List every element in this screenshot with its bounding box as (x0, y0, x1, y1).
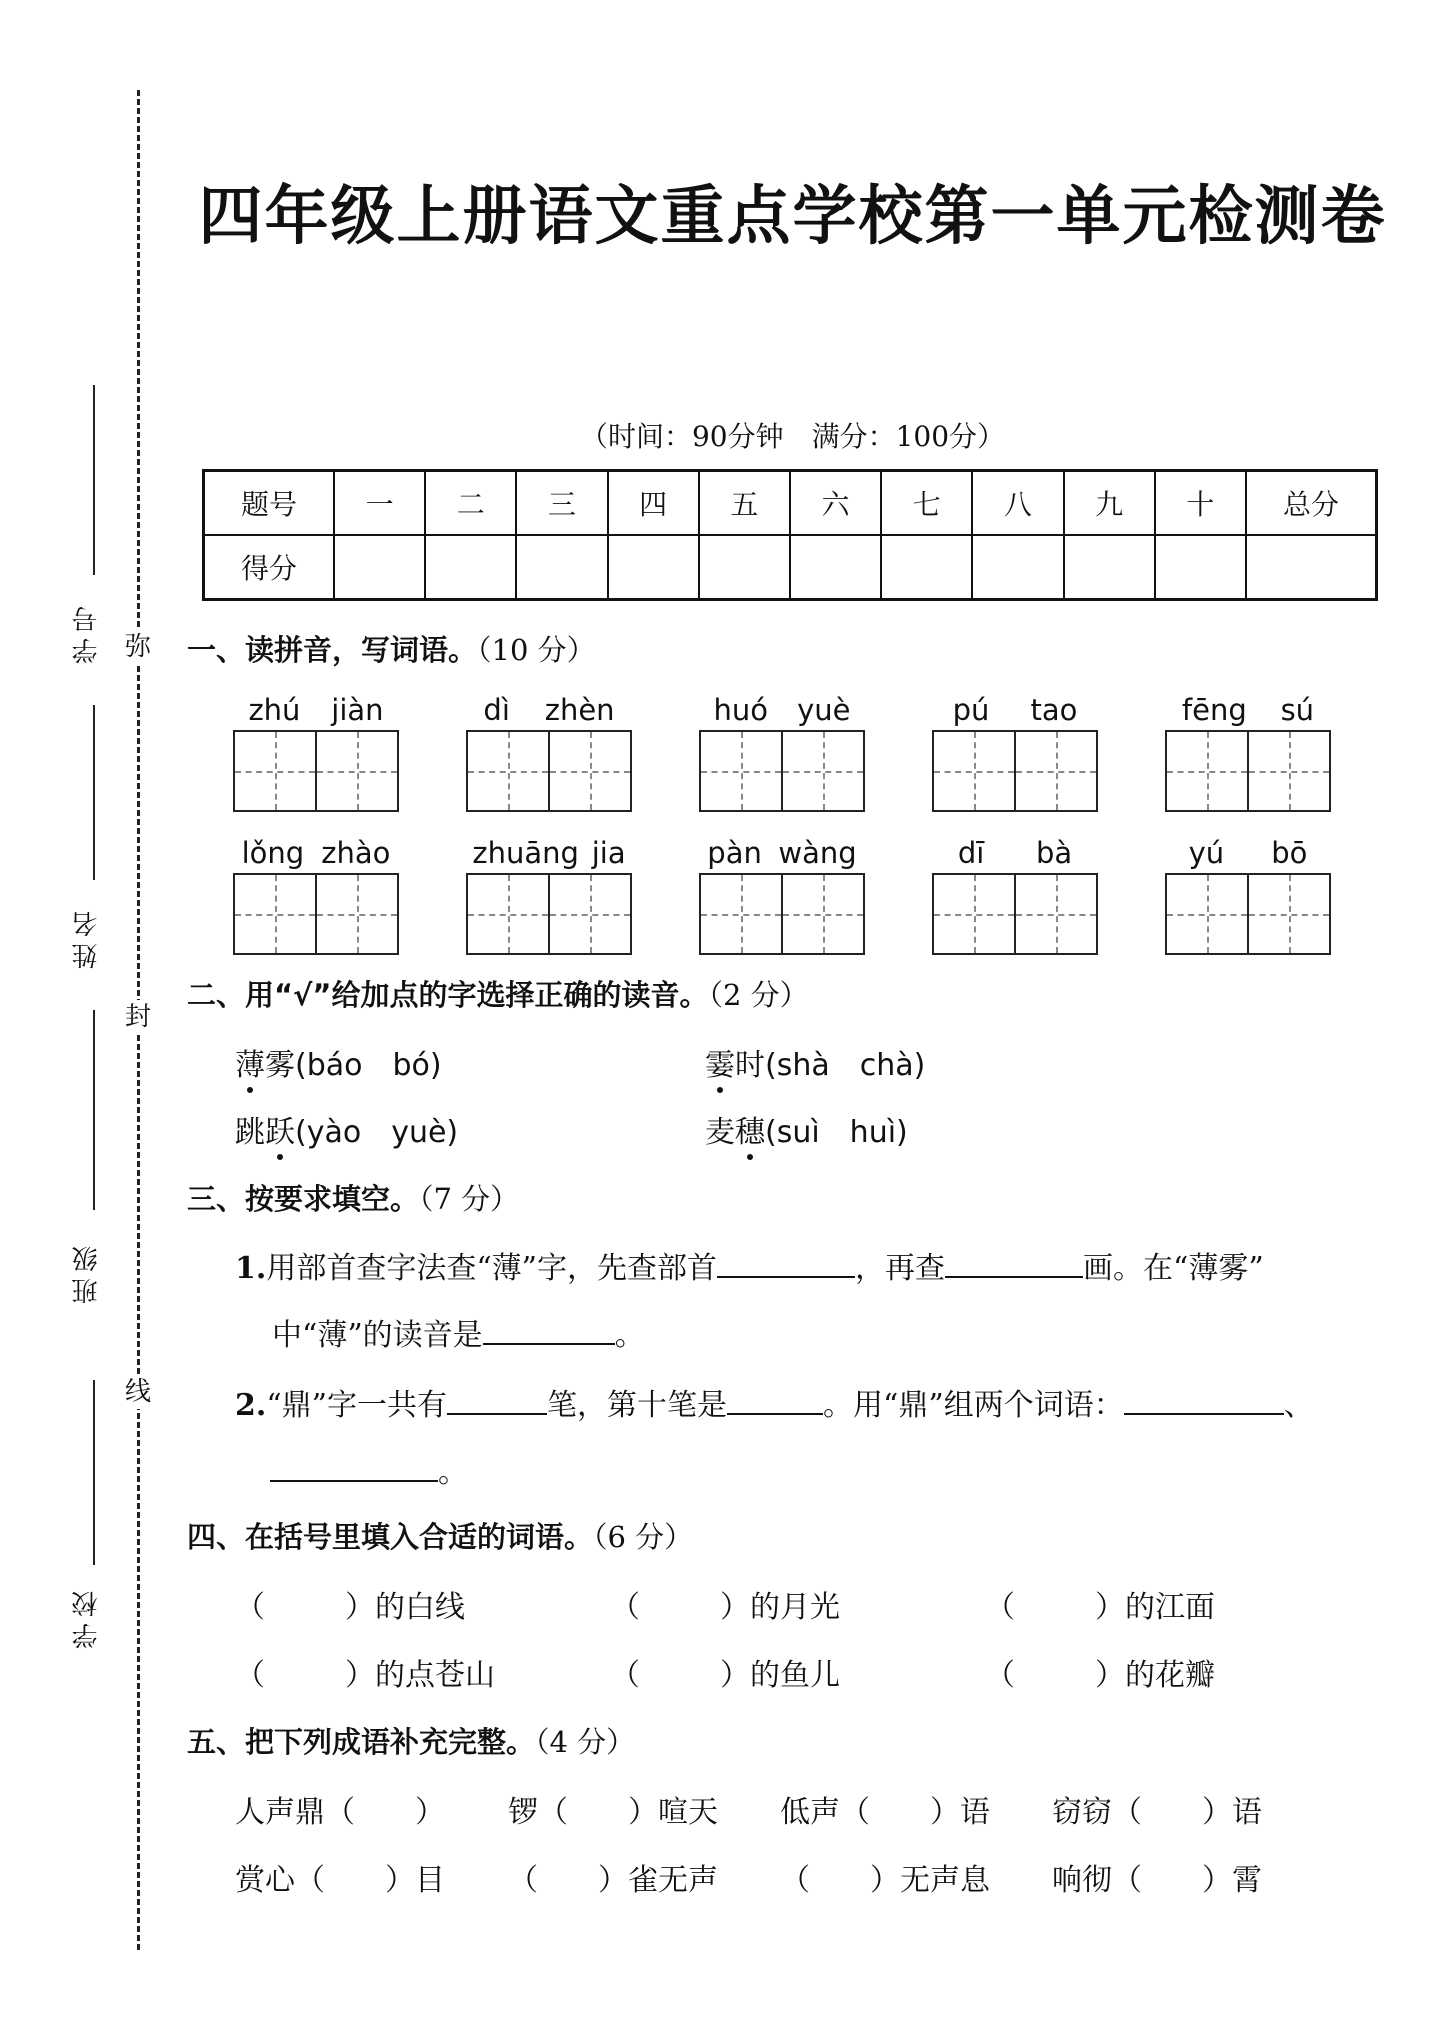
fill-phrase-item[interactable] (610, 1582, 840, 1626)
word-first: 麦 (705, 1115, 735, 1150)
pinyin-item (466, 833, 632, 955)
pinyin-item (233, 833, 399, 955)
pinyin-item (932, 833, 1098, 955)
fill-phrase-item[interactable] (985, 1582, 1215, 1626)
score-cell[interactable] (608, 535, 699, 600)
reading-options: (shà chà) (765, 1048, 926, 1083)
question-number: 1. (235, 1251, 267, 1286)
row-label: 得分 (204, 535, 335, 600)
writing-grid[interactable] (1165, 873, 1331, 955)
pinyin-item (699, 833, 865, 955)
writing-grid[interactable] (1165, 730, 1331, 812)
question-3-2-line-2 (270, 1447, 468, 1491)
dotted-char: 跃 (265, 1107, 295, 1151)
header-cell: 九 (1064, 471, 1155, 536)
section-2-heading (187, 973, 809, 1014)
word-rest: 时 (735, 1048, 765, 1083)
pinyin-syllable: sú (1280, 693, 1315, 727)
reading-options: (yào yuè) (295, 1115, 459, 1150)
open-paren: （ (235, 1658, 265, 1693)
pinyin-syllable: bà (1035, 836, 1073, 870)
score-cell[interactable] (1246, 535, 1377, 600)
fill-phrase-item[interactable] (235, 1582, 465, 1626)
section-4-title: 四、在括号里填入合适的词语。 (187, 1520, 594, 1554)
pinyin-item (1165, 833, 1331, 955)
field-label-class: 班级 (72, 1240, 102, 1304)
writing-grid[interactable] (466, 730, 632, 812)
pinyin-syllable: bō (1271, 836, 1308, 870)
section-5-points: （4 分） (535, 1725, 636, 1759)
section-3-points: （7 分） (419, 1182, 520, 1216)
field-label-student-id: 学号 (72, 600, 102, 664)
section-1-points: （10 分） (477, 633, 596, 667)
dotted-char: 薄 (235, 1040, 265, 1084)
score-cell[interactable] (334, 535, 425, 600)
reading-choice-item[interactable] (235, 1107, 458, 1151)
answer-blank[interactable] (270, 1450, 438, 1482)
pinyin-syllable: huó (713, 693, 769, 727)
pinyin-item (466, 690, 632, 812)
reading-options: (báo bó) (295, 1048, 442, 1083)
section-2-title: 二、用“√”给加点的字选择正确的读音。 (187, 978, 709, 1012)
question-text: “鼎”字一共有 (266, 1388, 448, 1423)
fill-phrase-item[interactable] (985, 1650, 1215, 1694)
exam-info: （时间：90分钟 满分：100分） (579, 420, 1006, 453)
header-cell: 七 (881, 471, 972, 536)
idiom-item[interactable]: 低声（ ）语 (780, 1795, 990, 1830)
section-3-title: 三、按要求填空。 (187, 1182, 420, 1216)
idiom-item[interactable]: 人声鼎（ ） (235, 1795, 445, 1830)
pinyin-syllable: dī (957, 836, 985, 870)
pinyin-syllable: pàn (707, 836, 762, 870)
word-rest: 雾 (265, 1048, 295, 1083)
open-paren: （ (235, 1590, 265, 1625)
reading-choice-item[interactable] (705, 1040, 925, 1084)
question-text: 。 (614, 1318, 645, 1353)
pinyin-syllable: jia (591, 836, 626, 870)
score-cell[interactable] (1064, 535, 1155, 600)
seal-char-mi: 弥 (125, 632, 152, 662)
question-text: 笔，第十笔是 (547, 1388, 728, 1423)
header-cell: 六 (790, 471, 881, 536)
pinyin-syllable: zhú (248, 693, 301, 727)
field-label-name: 姓名 (72, 905, 102, 969)
section-3-heading (187, 1177, 519, 1218)
section-4-points: （6 分） (593, 1520, 694, 1554)
idiom-item[interactable]: 锣（ ）喧天 (508, 1795, 718, 1830)
score-cell[interactable] (699, 535, 790, 600)
pinyin-syllable: wàng (778, 836, 857, 870)
idiom-item[interactable]: 窃窃（ ）语 (1052, 1795, 1262, 1830)
header-cell: 五 (699, 471, 790, 536)
writing-grid[interactable] (699, 730, 865, 812)
reading-choice-item[interactable] (235, 1040, 442, 1084)
section-1-heading (187, 628, 596, 669)
reading-options: (suì huì) (765, 1115, 908, 1150)
field-line-student-id[interactable] (93, 385, 95, 575)
pinyin-syllable: yuè (797, 693, 851, 727)
writing-grid[interactable] (932, 730, 1098, 812)
question-text: 画。在“薄雾” (1083, 1251, 1264, 1286)
open-paren: （ (985, 1590, 1015, 1625)
question-3-1-line-1 (235, 1243, 1264, 1287)
answer-blank[interactable] (727, 1383, 823, 1415)
header-cell: 总分 (1246, 471, 1377, 536)
fill-phrase-item[interactable] (235, 1650, 495, 1694)
reading-choice-item[interactable] (705, 1107, 908, 1151)
seal-char-feng: 封 (125, 1002, 152, 1032)
field-label-school: 学校 (72, 1585, 102, 1649)
writing-grid[interactable] (466, 873, 632, 955)
answer-blank[interactable] (945, 1246, 1083, 1278)
pinyin-item (932, 690, 1098, 812)
word-first: 跳 (235, 1115, 265, 1150)
score-cell[interactable] (516, 535, 607, 600)
header-cell: 二 (425, 471, 516, 536)
question-text: 中“薄”的读音是 (272, 1318, 483, 1353)
answer-blank[interactable] (483, 1313, 615, 1345)
field-line-school[interactable] (93, 1380, 95, 1565)
question-text: 、 (1283, 1388, 1314, 1423)
writing-grid[interactable] (233, 873, 399, 955)
pinyin-syllable: fēng (1181, 693, 1247, 727)
pinyin-item (1165, 690, 1331, 812)
header-cell: 一 (334, 471, 425, 536)
fill-phrase-item[interactable] (610, 1650, 840, 1694)
question-text: 。 (438, 1455, 468, 1490)
writing-grid[interactable] (233, 730, 399, 812)
open-paren: （ (610, 1658, 640, 1693)
pinyin-syllable: zhào (321, 836, 391, 870)
writing-grid[interactable] (932, 873, 1098, 955)
question-text: 。用“鼎”组两个词语： (823, 1388, 1124, 1423)
score-cell[interactable] (790, 535, 881, 600)
pinyin-item (233, 690, 399, 812)
idiom-item[interactable]: 赏心（ ）目 (235, 1863, 445, 1898)
score-table-score-row (204, 535, 1377, 600)
question-text: ，再查 (855, 1251, 946, 1286)
pinyin-item (699, 690, 865, 812)
score-cell[interactable] (881, 535, 972, 600)
header-cell: 十 (1155, 471, 1246, 536)
section-2-points: （2 分） (708, 978, 809, 1012)
section-5-heading (187, 1720, 635, 1761)
open-paren: （ (985, 1658, 1015, 1693)
score-cell[interactable] (1155, 535, 1246, 600)
idiom-item[interactable]: 响彻（ ）霄 (1052, 1863, 1262, 1898)
question-3-1-line-2 (272, 1310, 645, 1354)
phrase-text: ）的江面 (1095, 1590, 1215, 1625)
phrase-text: ）的花瓣 (1095, 1658, 1215, 1693)
answer-blank[interactable] (1124, 1383, 1284, 1415)
header-cell: 四 (608, 471, 699, 536)
score-cell[interactable] (972, 535, 1063, 600)
pinyin-syllable: tao (1030, 693, 1078, 727)
field-line-class[interactable] (93, 1010, 95, 1210)
pinyin-syllable: zhèn (544, 693, 615, 727)
question-number: 2. (235, 1388, 267, 1423)
pinyin-syllable: jiàn (331, 693, 384, 727)
score-cell[interactable] (425, 535, 516, 600)
header-cell: 三 (516, 471, 607, 536)
question-text: 用部首查字法查“薄”字，先查部首 (266, 1251, 718, 1286)
pinyin-syllable: yú (1188, 836, 1225, 870)
idiom-item[interactable]: （ ）雀无声 (508, 1863, 718, 1898)
idiom-item[interactable]: （ ）无声息 (780, 1863, 990, 1898)
dotted-char: 穗 (735, 1107, 765, 1151)
pinyin-syllable: dì (483, 693, 510, 727)
pinyin-syllable: zhuāng (472, 836, 579, 870)
pinyin-syllable: pú (952, 693, 990, 727)
header-cell: 八 (972, 471, 1063, 536)
header-cell: 题号 (204, 471, 335, 536)
phrase-text: ）的鱼儿 (720, 1658, 840, 1693)
score-table (202, 469, 1378, 601)
section-1-title: 一、读拼音，写词语。 (187, 633, 478, 667)
dotted-char: 霎 (705, 1040, 735, 1084)
open-paren: （ (610, 1590, 640, 1625)
page-title: 四年级上册语文重点学校第一单元检测卷 (198, 180, 1387, 254)
score-table-header-row (204, 471, 1377, 536)
pinyin-syllable: lǒng (241, 836, 305, 870)
question-3-2-line-1 (235, 1380, 1314, 1424)
answer-blank[interactable] (447, 1383, 547, 1415)
phrase-text: ）的白线 (345, 1590, 465, 1625)
writing-grid[interactable] (699, 873, 865, 955)
phrase-text: ）的点苍山 (345, 1658, 495, 1693)
section-4-heading (187, 1515, 693, 1556)
section-5-title: 五、把下列成语补充完整。 (187, 1725, 536, 1759)
field-line-name[interactable] (93, 705, 95, 880)
phrase-text: ）的月光 (720, 1590, 840, 1625)
seal-char-xian: 线 (125, 1377, 152, 1407)
answer-blank[interactable] (717, 1246, 855, 1278)
